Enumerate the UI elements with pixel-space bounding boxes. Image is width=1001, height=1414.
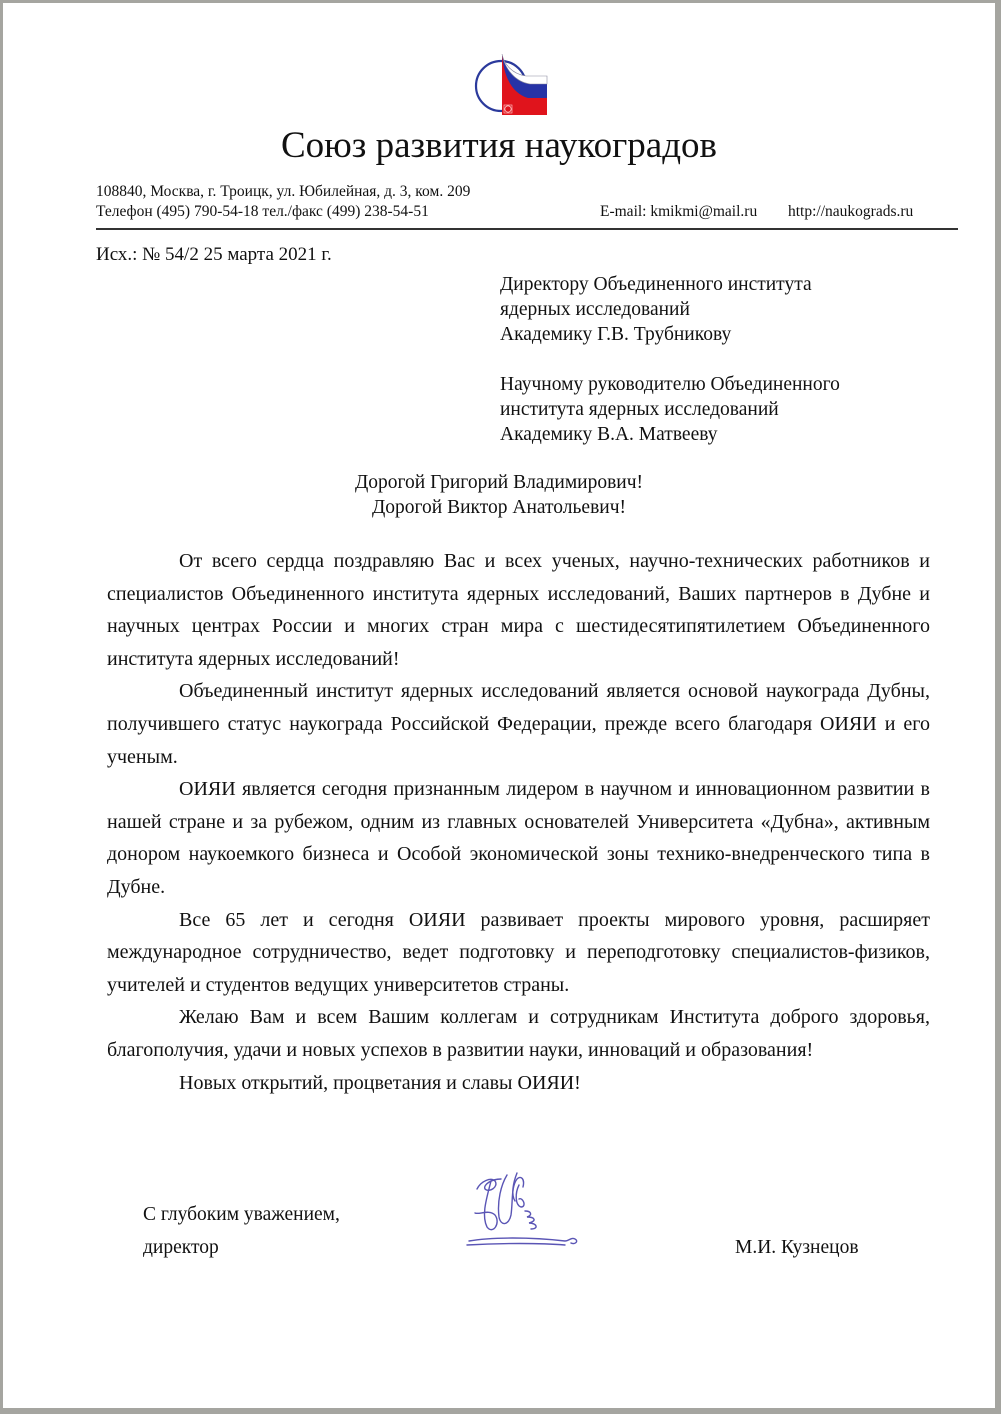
recipient-line: института ядерных исследований	[500, 399, 779, 420]
recipient-line: Академику В.А. Матвееву	[500, 424, 718, 445]
recipient-line: Директору Объединенного института	[500, 274, 812, 295]
header-divider	[96, 228, 958, 230]
letter-body	[107, 545, 930, 1099]
closing-regards: С глубоким уважением,	[143, 1204, 340, 1225]
phone-line: Телефон (495) 790-54-18 тел./факс (499) 238-54-51	[96, 203, 429, 220]
body-paragraph: От всего сердца поздравляю Вас и всех ученых, научно-технических работников и специалистов Объединенного института ядерных исследований, Ваших партнеров в Дубне и научных центрах России и многих стран мира с шестидесятипятилетием Объединенного института ядерных исследований!	[107, 550, 930, 670]
body-paragraph: Все 65 лет и сегодня ОИЯИ развивает проекты мирового уровня, расширяет международное сотрудничество, ведет подготовку и переподготовку специалистов-физиков, учителей и студентов ведущих университетов страны.	[107, 908, 930, 996]
greeting-line-1: Дорогой Григорий Владимирович!	[354, 472, 644, 493]
address-line: 108840, Москва, г. Троицк, ул. Юбилейная, д. 3, ком. 209	[96, 183, 471, 200]
body-paragraph: Новых открытий, процветания и славы ОИЯИ!	[179, 1071, 581, 1094]
handwritten-signature	[461, 1171, 593, 1255]
organization-logo	[474, 52, 554, 116]
letter-page	[3, 3, 995, 1408]
body-paragraph: Объединенный институт ядерных исследований является основой наукограда Дубны, получившего статус наукограда Российской Федерации, прежде всего благодаря ОИЯИ и его ученым.	[107, 680, 930, 768]
website-link[interactable]: http://naukograds.ru	[788, 203, 914, 220]
email-line: E-mail: kmikmi@mail.ru	[600, 203, 758, 220]
recipient-block-2	[500, 372, 840, 447]
recipient-line: Академику Г.В. Трубникову	[500, 324, 732, 345]
organization-name: Союз развития наукоградов	[280, 125, 718, 166]
signer-name: М.И. Кузнецов	[735, 1237, 859, 1258]
signer-position: директор	[143, 1237, 219, 1258]
body-paragraph: ОИЯИ является сегодня признанным лидером в научном и инновационном развитии в нашей стране и за рубежом, одним из главных основателей Университета «Дубна», активным донором наукоемкого бизнеса и Особой экономической зоны технико-внедренческого типа в Дубне.	[107, 778, 930, 898]
recipient-block-1	[500, 272, 812, 347]
body-paragraph: Желаю Вам и всем Вашим коллегам и сотрудникам Института доброго здоровья, благополучия, удачи и новых успехов в развитии науки, инноваций и образования!	[107, 1006, 930, 1061]
outgoing-reference: Исх.: № 54/2 25 марта 2021 г.	[96, 244, 332, 265]
greeting-line-2: Дорогой Виктор Анатольевич!	[371, 497, 627, 518]
recipient-line: ядерных исследований	[500, 299, 690, 320]
recipient-line: Научному руководителю Объединенного	[500, 374, 840, 395]
